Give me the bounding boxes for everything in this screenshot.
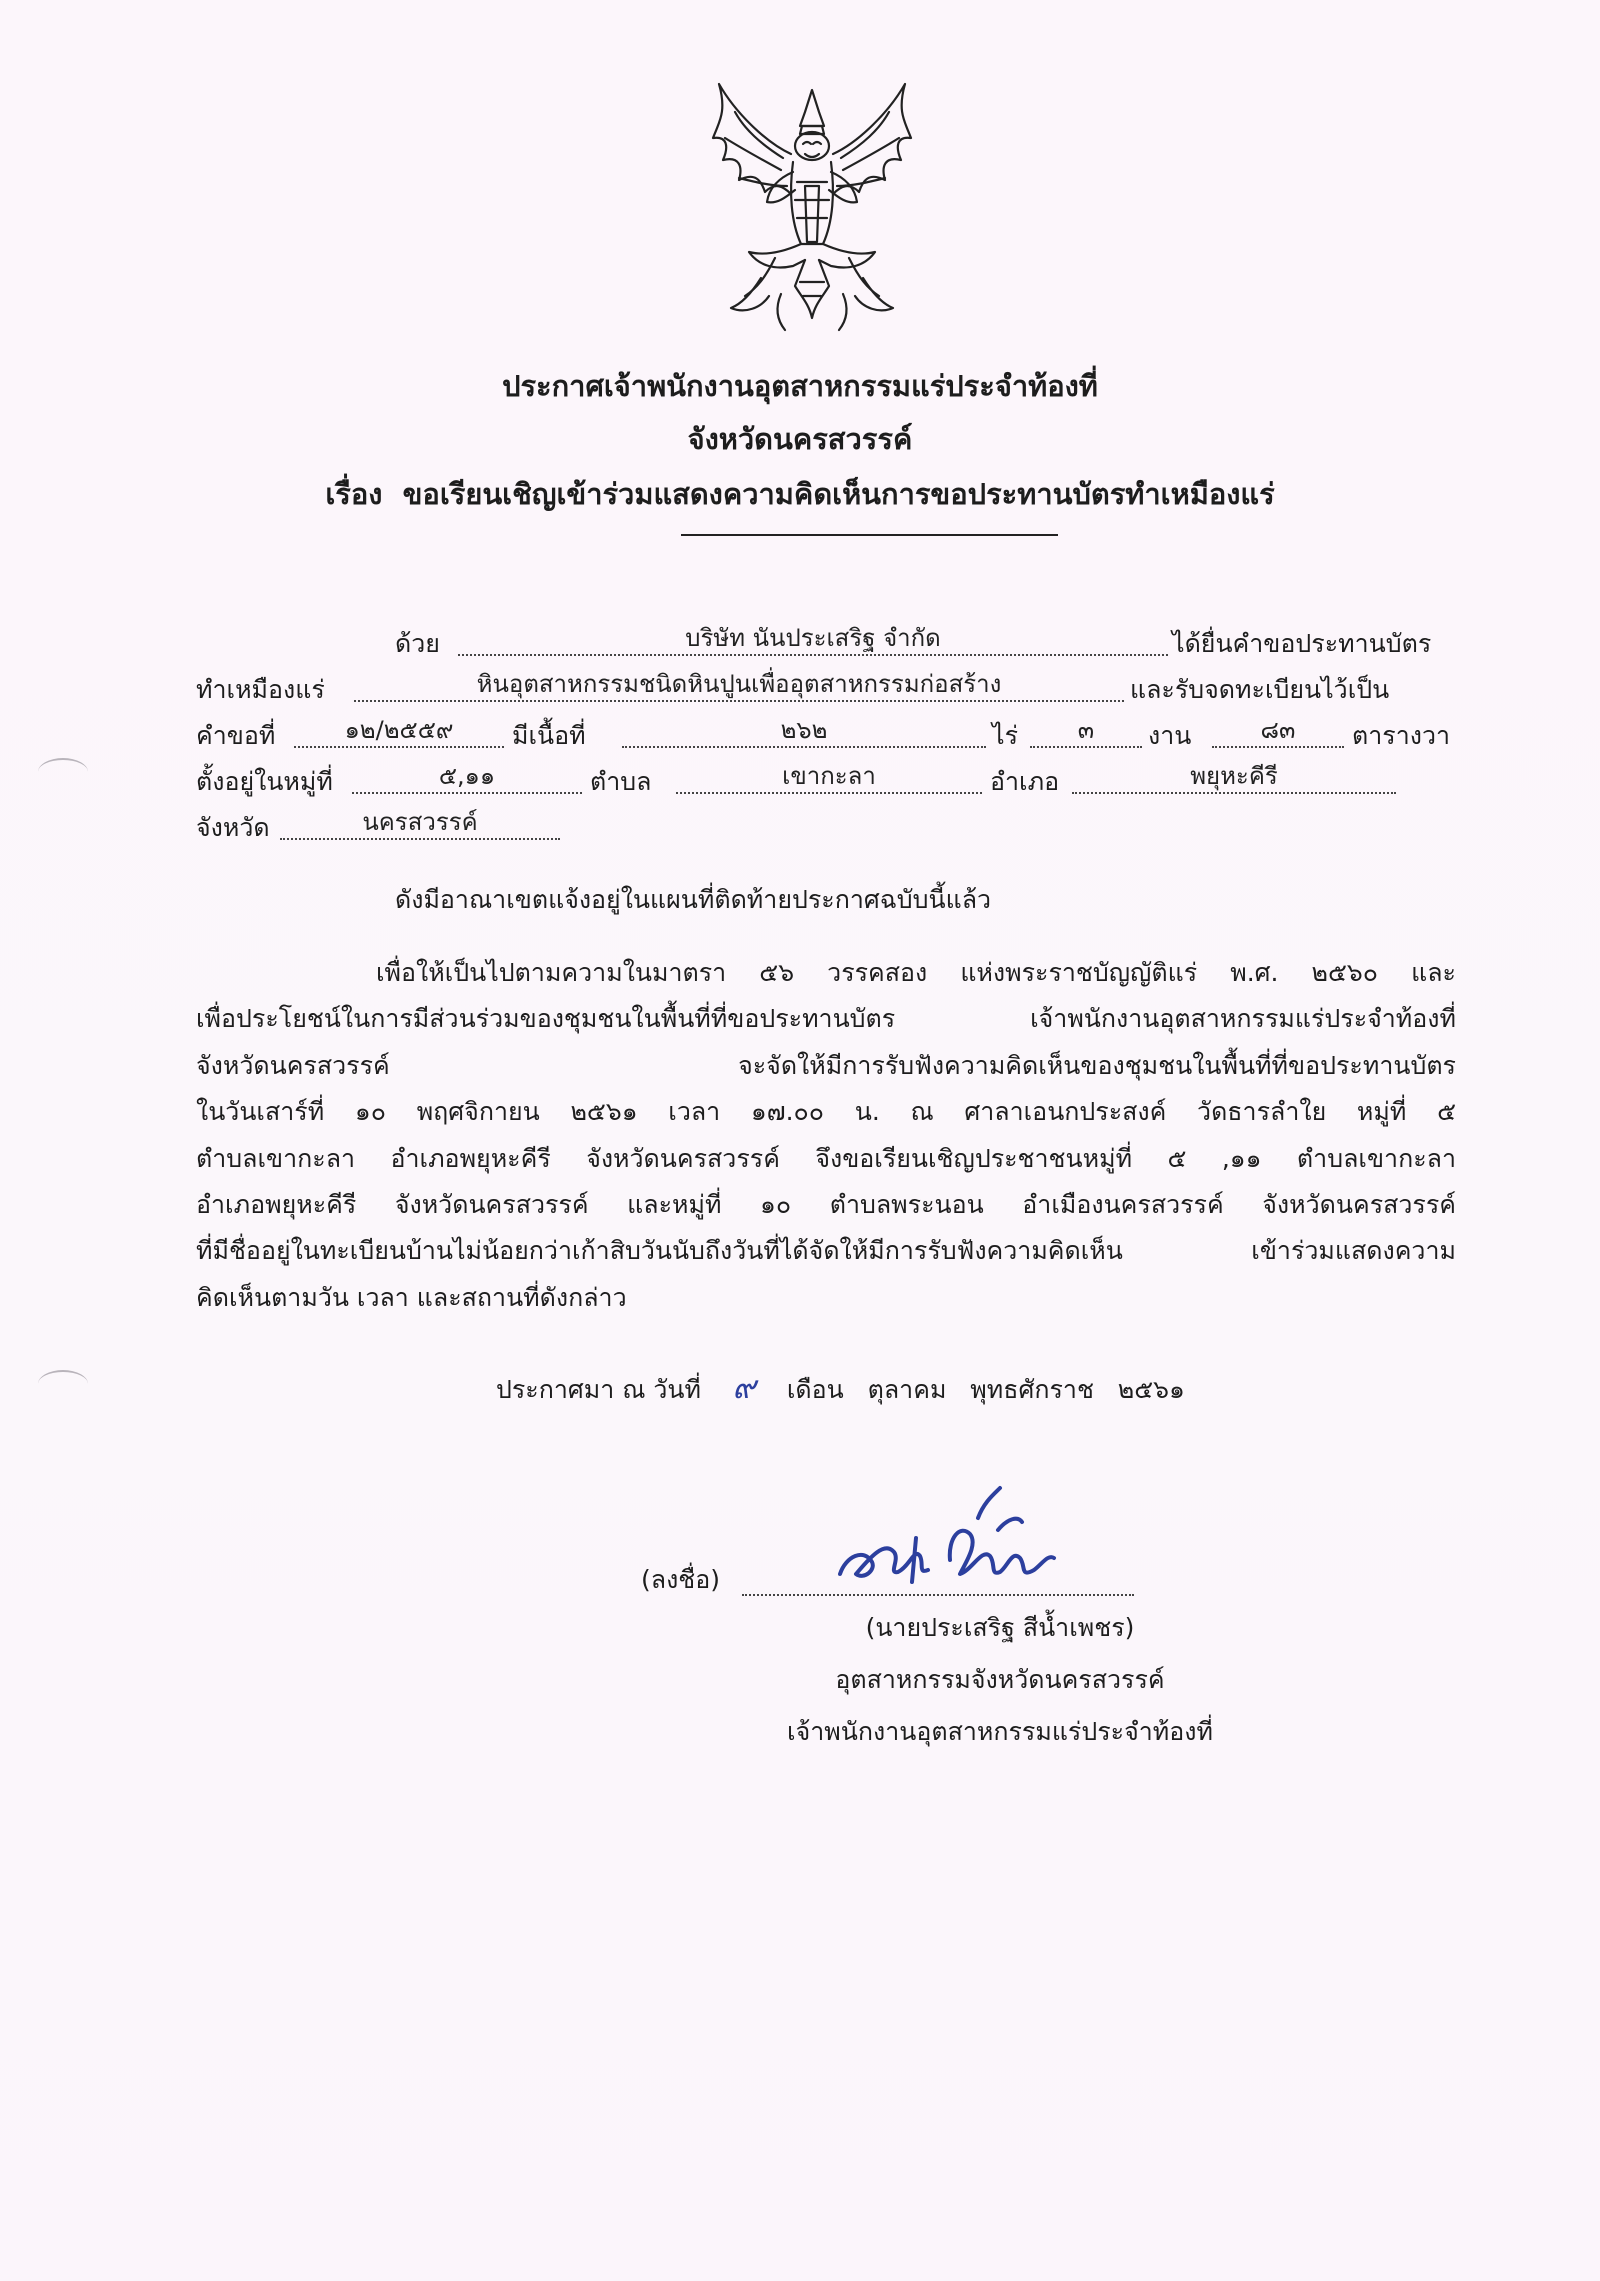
punch-hole-mark [38, 758, 88, 786]
village-field: ๕,๑๑ [352, 760, 582, 794]
village-label: ตั้งอยู่ในหมู่ที่ [196, 767, 333, 796]
garuda-emblem-icon [705, 82, 920, 337]
mineral-field: หินอุตสาหกรรมชนิดหินปูนเพื่ออุตสาหกรรมก่อสร้าง [354, 668, 1124, 702]
paragraph-line: จังหวัดนครสวรรค์ จะจัดให้มีการรับฟังความคิดเห็นของชุมชนในพื้นที่ที่ขอประทานบัตร [196, 1050, 1456, 1080]
paragraph-invitation [196, 950, 1456, 1321]
sign-label: (ลงชื่อ) [641, 1565, 721, 1594]
district-label: อำเภอ [990, 767, 1060, 796]
wa-field: ๘๓ [1212, 714, 1344, 748]
paragraph-line: ในวันเสาร์ที่ ๑๐ พฤศจิกายน ๒๕๖๑ เวลา ๑๗.๐๐ น. ณ ศาลาเอนกประสงค์ วัดธารลำใย หมู่ที่ ๕ [196, 1097, 1456, 1127]
announce-year: ๒๕๖๑ [1117, 1375, 1185, 1404]
area-label: มีเนื้อที่ [512, 721, 586, 750]
request-number-field: ๑๒/๒๕๕๙ [294, 714, 504, 748]
punch-hole-mark [38, 1370, 88, 1398]
signer-position-2: เจ้าพนักงานอุตสาหกรรมแร่ประจำท้องที่ [787, 1717, 1213, 1746]
subject-text: ขอเรียนเชิญเข้าร่วมแสดงความคิดเห็นการขอประทานบัตรทำเหมืองแร่ [402, 477, 1275, 511]
ngan-label: งาน [1148, 721, 1192, 750]
subject-label: เรื่อง [325, 477, 383, 511]
signer-name: (นายประเสริฐ สีน้ำเพชร) [865, 1613, 1135, 1642]
announce-day: ๙ [732, 1368, 756, 1406]
district-field: พยุหะคีรี [1072, 760, 1396, 794]
paragraph-line: ที่มีชื่ออยู่ในทะเบียนบ้านไม่น้อยกว่าเก้าสิบวันนับถึงวันที่ได้จัดให้มีการรับฟังความคิดเห็น เข้าร่วมแสดงความ [196, 1236, 1456, 1266]
signer-position-1: อุตสาหกรรมจังหวัดนครสวรรค์ [835, 1665, 1165, 1694]
announce-prefix: ประกาศมา ณ วันที่ [496, 1375, 701, 1404]
paragraph-line: คิดเห็นตามวัน เวลา และสถานที่ดังกล่าว [196, 1282, 627, 1312]
paragraph-map-note: ดังมีอาณาเขตแจ้งอยู่ในแผนที่ติดท้ายประกาศฉบับนี้แล้ว [395, 885, 992, 914]
announce-date-line [496, 1362, 1185, 1413]
subject-title [0, 471, 1600, 517]
handwritten-signature [828, 1478, 1068, 1598]
subdistrict-label: ตำบล [590, 767, 652, 796]
by-label: ด้วย [395, 629, 440, 658]
filed-text: ได้ยื่นคำขอประทานบัตร [1172, 629, 1432, 658]
paragraph-line: อำเภอพยุหะคีรี จังหวัดนครสวรรค์ และหมู่ที่ ๑๐ ตำบลพระนอน อำเมืองนครสวรรค์ จังหวัดนครสวรรค์ [196, 1190, 1456, 1220]
province-label: จังหวัด [196, 813, 270, 842]
subdistrict-field: เขากะลา [676, 760, 982, 794]
paragraph-line: ตำบลเขากะลา อำเภอพยุหะคีรี จังหวัดนครสวรรค์ จึงขอเรียนเชิญประชาชนหมู่ที่ ๕ ,๑๑ ตำบลเขากะลา [196, 1143, 1456, 1173]
announce-year-label: พุทธศักราช [970, 1375, 1094, 1404]
rai-label: ไร่ [992, 721, 1019, 750]
company-field: บริษัท นันประเสริฐ จำกัด [458, 622, 1168, 656]
wa-label: ตารางวา [1352, 721, 1451, 750]
paragraph-line: เพื่อให้เป็นไปตามความในมาตรา ๕๖ วรรคสอง แห่งพระราชบัญญัติแร่ พ.ศ. ๒๕๖๐ และ [376, 958, 1456, 987]
paragraph-line: เพื่อประโยชน์ในการมีส่วนร่วมของชุมชนในพื้นที่ที่ขอประทานบัตร เจ้าพนักงานอุตสาหกรรมแร่ประจำท้องที่ [196, 1004, 1456, 1034]
request-label: คำขอที่ [196, 721, 276, 750]
mining-label: ทำเหมืองแร่ [196, 675, 325, 704]
province-field: นครสวรรค์ [280, 806, 560, 840]
announce-month: ตุลาคม [867, 1375, 947, 1404]
ngan-field: ๓ [1030, 714, 1142, 748]
announcement-title: ประกาศเจ้าพนักงานอุตสาหกรรมแร่ประจำท้องที่ [502, 369, 1098, 403]
province-title: จังหวัดนครสวรรค์ [687, 422, 913, 456]
registered-text: และรับจดทะเบียนไว้เป็น [1130, 675, 1390, 704]
title-underline [681, 534, 1058, 536]
announce-month-label: เดือน [786, 1375, 844, 1404]
rai-field: ๒๖๒ [622, 714, 986, 748]
